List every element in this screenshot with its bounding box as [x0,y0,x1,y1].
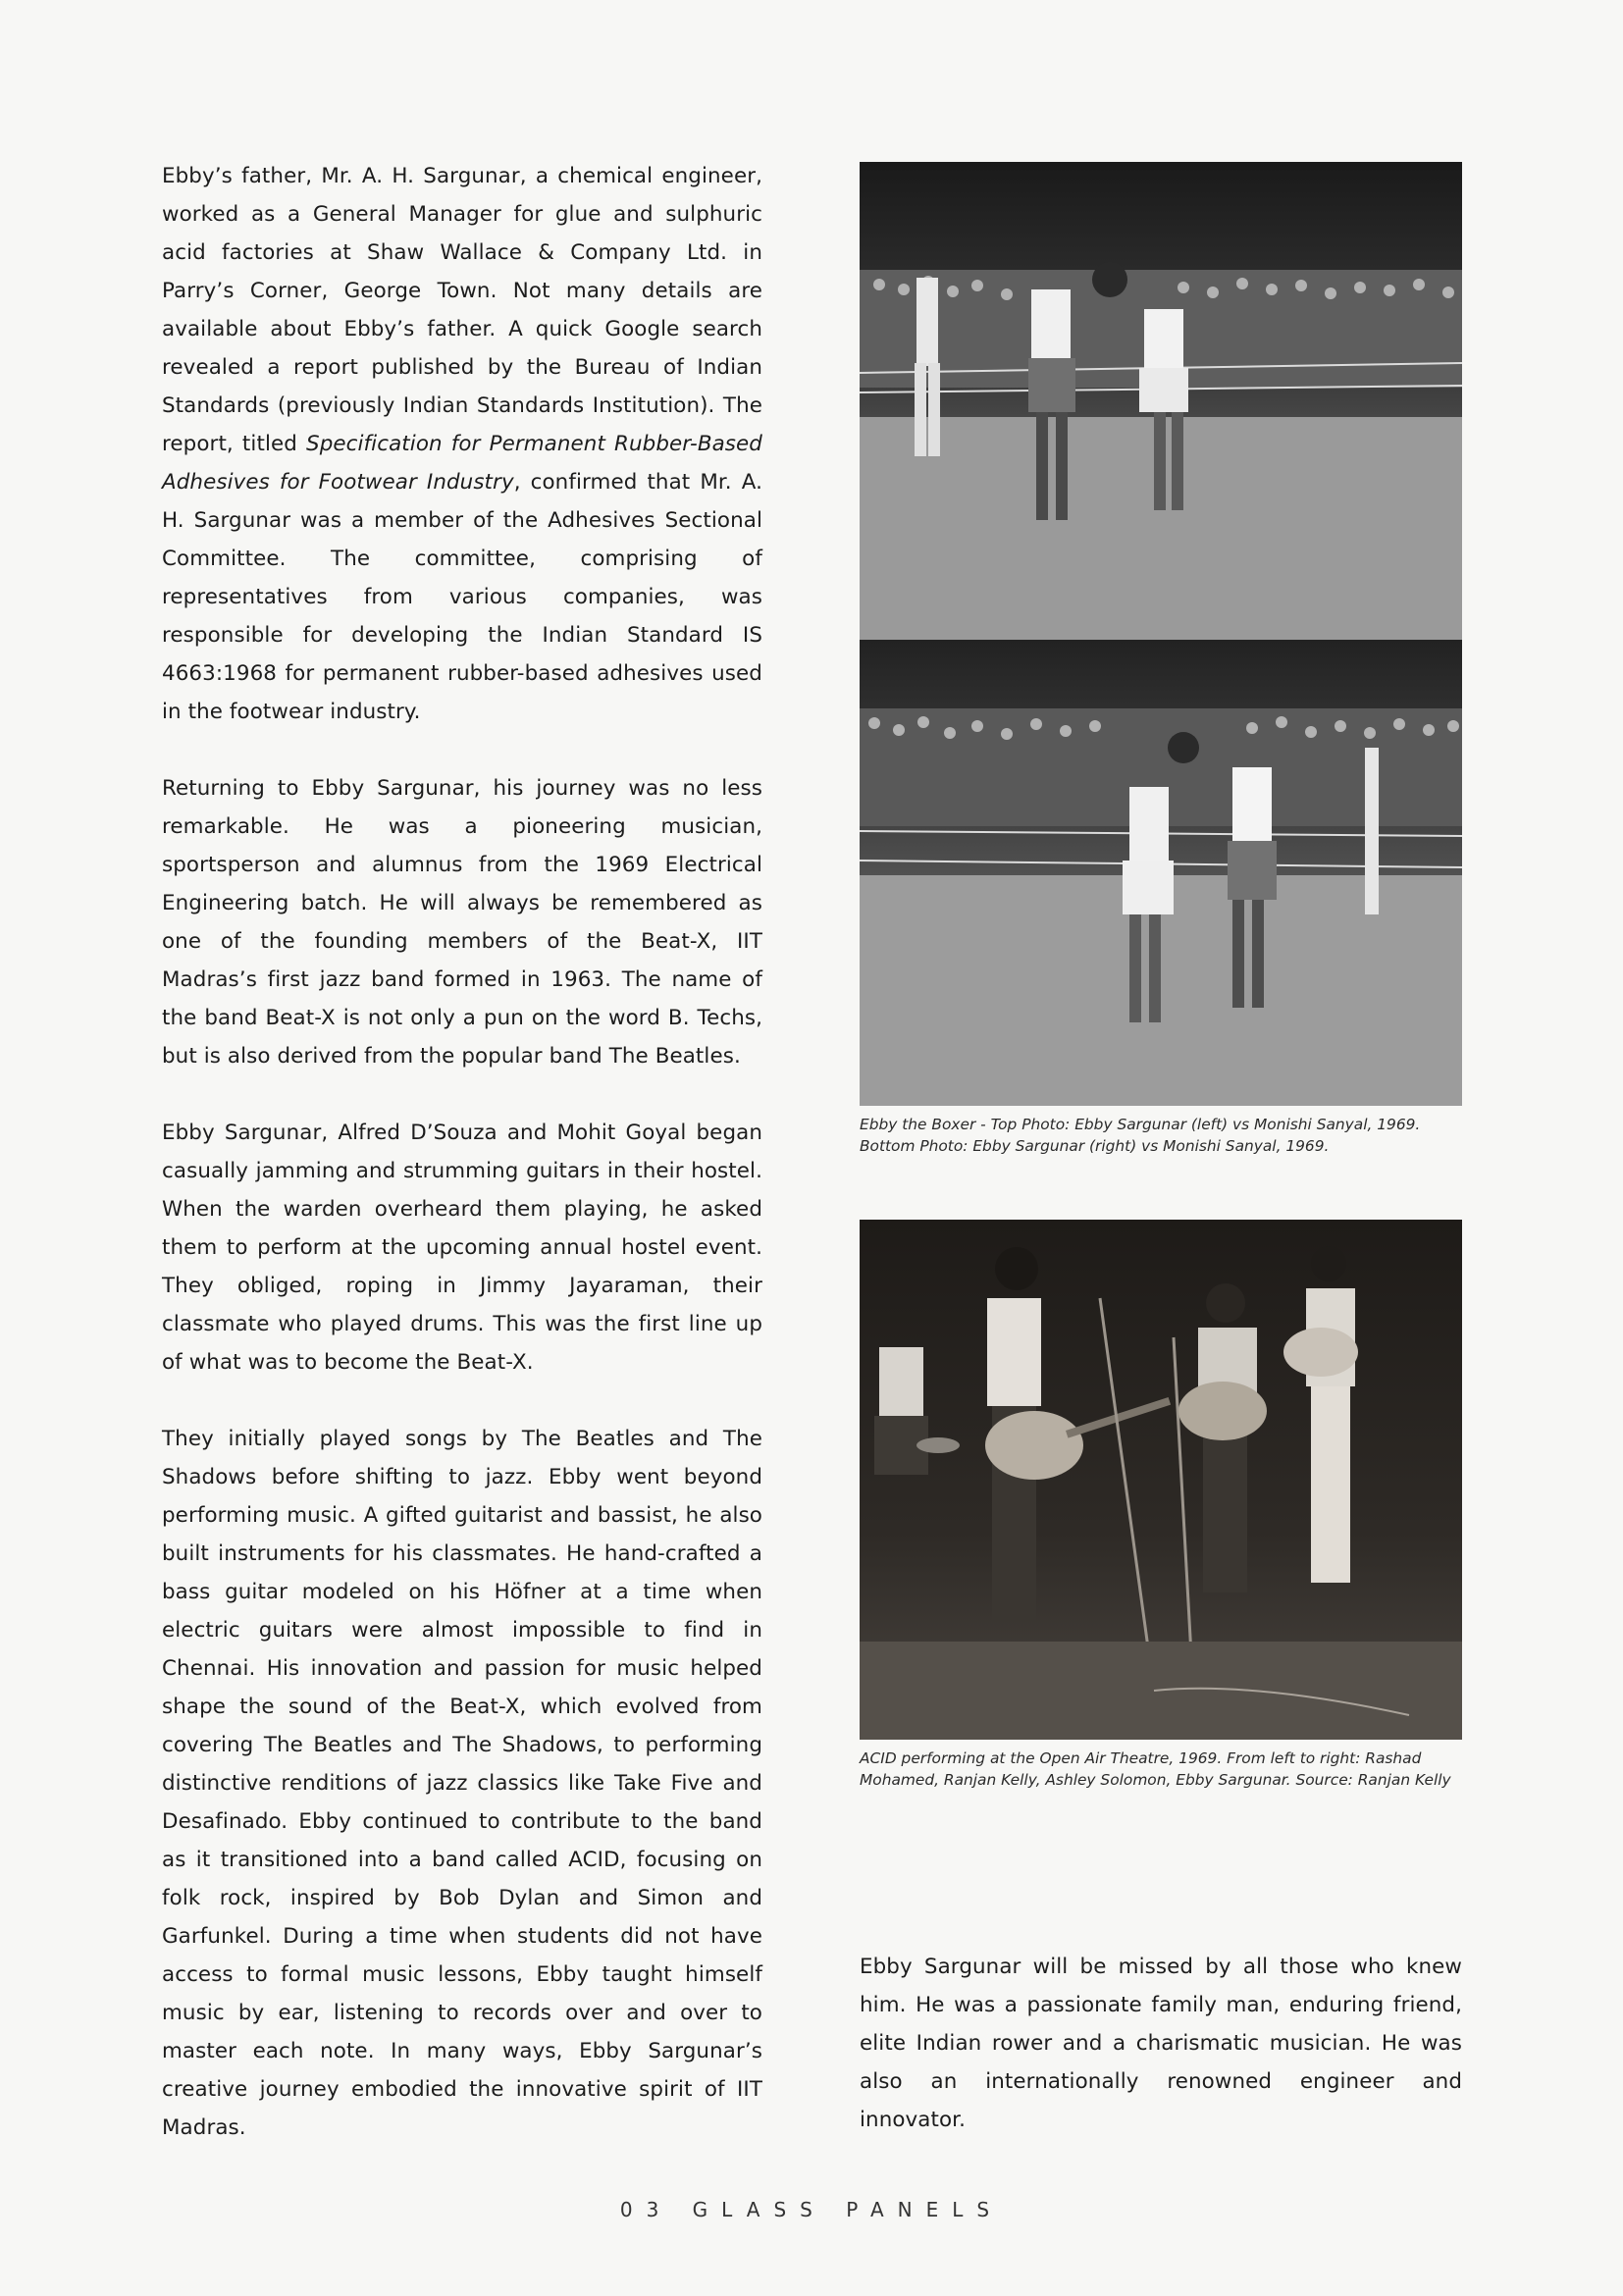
report-title: Specification for Permanent Rubber-Based Adhesives for Footwear Industry [162,432,762,495]
paragraph-music: They initially played songs by The Beatles and The Shadows before shifting to jazz. Ebby went beyond performing music. A gifted guitarist and bassist, he also built instruments for his classmates. He hand-crafted a bass guitar modeled on his Höfner at a time when electric guitars were almost impossible to find in Chennai. His innovation and passion for music helped shape the sound of the Beat-X, which evolved from covering The Beatles and The Shadows, to performing distinctive renditions of jazz classics like Take Five and Desafinado. Ebby continued to contribute to the band as it transitioned into a band called ACID, focusing on folk rock, inspired by Bob Dylan and Simon and Garfunkel. During a time when students did not have access to formal music lessons, Ebby taught himself music by ear, listening to records over and over to master each note. In many ways, Ebby Sargunar’s creative journey embodied the innovative spirit of IIT Madras. [162,1427,762,2140]
boxing-photo-bottom [860,640,1462,1106]
boxing-photo-bottom-image [860,640,1462,1106]
paragraph-father-text-a: Ebby’s father, Mr. A. H. Sargunar, a chemical engineer, worked as a General Manager for glue and sulphuric acid factories at Shaw Wallace & Company Ltd. in Parry’s Corner, George Town. Not many details are available about Ebby’s father. A quick Google search revealed a report published by the Bureau of Indian Standards (previously Indian Standards Institution). The report, titled [162,164,762,456]
closing-paragraph: Ebby Sargunar will be missed by all those who knew him. He was a passionate family man, enduring friend, elite Indian rower and a charismatic musician. He was also an internationally renowned engineer and innovator. [860,1955,1462,2132]
left-column [162,157,762,2185]
boxing-photo-top [860,162,1462,640]
boxing-caption: Ebby the Boxer - Top Photo: Ebby Sargunar (left) vs Monishi Sanyal, 1969. Bottom Photo: Ebby Sargunar (right) vs Monishi Sanyal, 1969. [860,1116,1421,1155]
paragraph-father [162,157,762,731]
boxing-photo-top-image [860,162,1462,640]
page-footer: 03 GLASS PANELS [619,2198,1004,2221]
band-caption: ACID performing at the Open Air Theatre, 1969. From left to right: Rashad Mohamed, Ranjan Kelly, Ashley Solomon, Ebby Sargunar. Source: Ranjan Kelly [860,1749,1451,1789]
paragraph-father-text-b: , confirmed that Mr. A. H. Sargunar was a member of the Adhesives Sectional Committee. The committee, comprising of representatives from various companies, was responsible for developing the Indian Standard IS 4663:1968 for permanent rubber-based adhesives used in the footwear industry. [162,470,762,724]
band-photo [860,1220,1462,1740]
band-photo-image [860,1220,1462,1740]
paragraph-journey: Returning to Ebby Sargunar, his journey was no less remarkable. He was a pioneering musician, sportsperson and alumnus from the 1969 Electrical Engineering batch. He will always be remembered as one of the founding members of the Beat-X, IIT Madras’s first jazz band formed in 1963. The name of the band Beat-X is not only a pun on the word B. Techs, but is also derived from the popular band The Beatles. [162,776,762,1069]
paragraph-beginnings: Ebby Sargunar, Alfred D’Souza and Mohit Goyal began casually jamming and strumming guitars in their hostel. When the warden overheard them playing, he asked them to perform at the upcoming annual hostel event. They obliged, roping in Jimmy Jayaraman, their classmate who played drums. This was the first line up of what was to become the Beat-X. [162,1121,762,1375]
right-column [860,162,1462,2132]
